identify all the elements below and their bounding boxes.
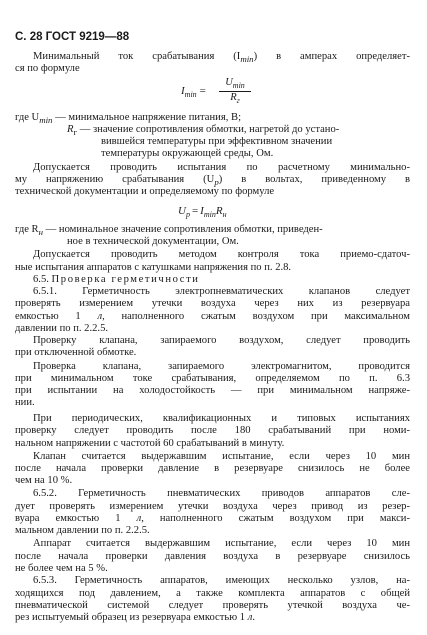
text-line: Допускается проводить методом контроля тока приемо-сдаточ- [33, 249, 410, 261]
text-line: температуры окружающей среды, Ом. [101, 148, 274, 160]
text-line: 6.5.2. Герметичность пневматических приводов аппаратов сле- [33, 488, 410, 500]
text-line: дует проверять измерением утечки воздуха через привод из резер- [15, 500, 410, 512]
formula-trip-voltage: $U_р = I_{min}R_н$ [178, 204, 227, 219]
text-line: не более чем на 5 %. [15, 562, 108, 574]
text-line: после начала проверки давление в резервуаре снизилось не более [15, 463, 410, 474]
text-line: емкостью 1 л, наполненного сжатым воздухом при максимальном [15, 310, 410, 322]
text-line: вившейся температуры при эффективном значении [101, 136, 333, 148]
text-line: Проверка клапана, запираемого электромагнитом, проводится [33, 360, 410, 372]
text-line: нии. [15, 397, 35, 409]
text-line: при испытании на холодостойкость — при минимальном напряже- [15, 385, 410, 396]
text-line: нальном напряжении с частотой 60 срабатываний в минуту. [15, 437, 285, 449]
text-line: При периодических, квалификационных и типовых испытаниях [33, 413, 410, 425]
text-line: 6.5.1. Герметичность электропневматических клапанов следует [33, 286, 410, 297]
text-line: где $U_{min}$ — минимальное напряжение питания, В; [15, 111, 242, 125]
text-line: ные испытания аппаратов с катушками напряжения по п. 2.8. [15, 261, 292, 273]
text-line: рез испытуемый образец из резервуара емкостью 1 л. [15, 612, 255, 623]
text-line: чем на 10 %. [15, 475, 73, 487]
text-line: мальном давлении по п. 2.2.5. [15, 525, 150, 537]
section-heading: 6.5. Проверка герметичности [33, 273, 200, 285]
text-line: после начала проверки давления воздуха в резервуаре снизилось [15, 550, 410, 562]
text-line: где $R_н$ — номинальное значение сопротивления обмотки, приведен- [15, 223, 323, 237]
text-line: пневматической системой следует проверять утечкой воздуха че- [15, 599, 410, 611]
text-line: ся по формуле [15, 63, 80, 75]
text-line: Аппарат считается выдержавшим испытание, если через 10 мин [33, 538, 410, 550]
text-line: Допускается проводить испытания по расчетному минимально- [33, 161, 410, 173]
text-line: проверять измерением утечки воздуха через них из резервуара [15, 298, 410, 310]
text-line: при минимальном токе срабатывания, определяемом по п. 6.3 [15, 372, 410, 384]
text-line: Минимальный ток срабатывания $(I_{min})$ в амперах определяет- [33, 51, 411, 65]
text-line: Проверку клапана, запираемого воздухом, следует проводить [33, 335, 410, 347]
text-line: му напряжению срабатывания $(U_р)$ в вольтах, приведенному в [15, 173, 411, 187]
text-line: ходящихся под давлением, а также комплекта аппаратов с общей [15, 587, 410, 599]
text-line: проверку следует проводить после 180 срабатываний при номи- [15, 425, 410, 437]
text-line: 6.5.3. Герметичность аппаратов, имеющих несколько узлов, на- [33, 575, 410, 587]
text-line: давлении по п. 2.2.5. [15, 322, 109, 334]
page-header: С. 28 ГОСТ 9219—88 [15, 31, 130, 43]
text-line: при отключенной обмотке. [15, 347, 137, 359]
text-line: $R_г$ — значение сопротивления обмотки, нагретой до устано- [67, 123, 340, 137]
document-page: С. 28 ГОСТ 9219—88 Минимальный ток срабатывания $(I_{min})$ в амперах определяет- ся по формуле $I_{min}$ = $U_{min}$ $R_г$ где $U_{min}$ — минимальное напряжение питания, В; $R_г$ — значение сопротивления обмотки, нагретой до устано- вившейся температуры при эффективном значении температуры окружающей среды, Ом. Допускается проводить испытания по расчетному минимально- му напряжению срабатывания $(U_р)$ в вольтах, приведенному в технической документации и определяемому по формуле $U_р = I_{min}R_н$ где $R_н$ — номинальное значение сопротивления обмотки, приведен- ное в технической документации, Ом. Допускается проводить методом контроля тока приемо-сдаточ- ные испытания аппаратов с катушками напряжения по п. 2.8. 6.5. Проверка герметичности 6.5.1. Герметичность электропневматических клапанов следует проверять измерением утечки воздуха через них из резервуара емкостью 1 л, наполненного сжатым воздухом при максимальном давлении по п. 2.2.5. Проверку клапана, запираемого воздухом, следует проводить при отключенной обмотке. Проверка клапана, запираемого электромагнитом, проводится при минимальном токе срабатывания, определяемом по п. 6.3 при испытании на холодостойкость — при минимальном напряже- нии. При периодических, квалификационных и типовых испытаниях проверку следует проводить после 180 срабатываний при номи- нальном напряжении с частотой 60 срабатываний в минуту. Клапан считается выдержавшим испытание, если через 10 мин после начала проверки давление в резервуаре снизилось не более чем на 10 %. 6.5.2. Герметичность пневматических приводов аппаратов сле- дует проверять измерением утечки воздуха через привод из резер- вуара емкостью 1 л, наполненного сжатым воздухом при макси- мальном давлении по п. 2.2.5. Аппарат считается выдержавшим испытание, если через 10 мин после начала проверки давления воздуха в резервуаре снизилось не более чем на 5 %. 6.5.3. Герметичность аппаратов, имеющих несколько узлов, на- ходящихся под давлением, а также комплекта аппаратов с общей пневматической системой следует проверять утечкой воздуха че- рез испытуемый образец из резервуара емкостью 1 л. [15, 31, 411, 623]
text-line: технической документации и определяемому по формуле [15, 186, 275, 198]
text-line: вуара емкостью 1 л, наполненного сжатым воздухом при макси- [15, 513, 410, 524]
text-line: ное в технической документации, Ом. [67, 236, 239, 248]
text-line: Клапан считается выдержавшим испытание, если через 10 мин [33, 450, 410, 462]
